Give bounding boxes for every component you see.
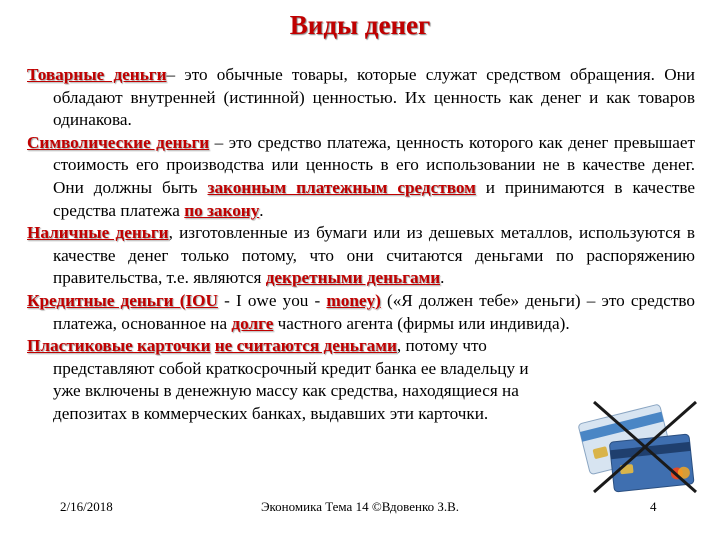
paragraph-plastic-cards bbox=[27, 335, 533, 425]
paragraph-text: . bbox=[440, 268, 445, 288]
paragraph-text: - I owe you - bbox=[217, 290, 327, 310]
paragraph-credit-money bbox=[27, 290, 695, 335]
slide-body bbox=[27, 64, 695, 426]
slide-title: Виды денег bbox=[289, 10, 431, 40]
highlighted-term: законным платежным средством bbox=[207, 177, 476, 197]
highlighted-term: Символические деньги bbox=[27, 132, 210, 152]
paragraph-cash-money bbox=[27, 222, 695, 290]
paragraph-text: («Я должен тебе» деньги) – это средство платежа, основанное на bbox=[53, 290, 696, 333]
paragraph-text: и принимаются в качестве средства платежа bbox=[53, 177, 695, 220]
paragraph-token-money bbox=[27, 132, 695, 222]
footer-date: 2/16/2018 bbox=[60, 499, 113, 514]
highlighted-term: долге bbox=[231, 313, 274, 333]
highlighted-term: Пластиковые карточки bbox=[27, 336, 211, 356]
footer-course-credit: Экономика Тема 14 ©Вдовенко З.В. bbox=[260, 499, 460, 514]
highlighted-term: Наличные деньги bbox=[27, 223, 169, 243]
paragraph-text: частного агента (фирмы или индивида). bbox=[273, 313, 570, 333]
paragraph-text: – это средство платежа, ценность которого как денег превышает стоимость его производства или ценность в его использовании не в качестве денег. Они должны быть bbox=[53, 132, 695, 197]
highlighted-term: по закону bbox=[184, 200, 260, 220]
paragraph-text: , изготовленные из бумаги или из дешевых металлов, используются в качестве денег только потому, что они считаются деньгами по распоряжению правительства, т.е. являются bbox=[53, 223, 695, 288]
highlighted-term: Товарные деньги bbox=[27, 65, 167, 84]
crossed-out-credit-cards-icon bbox=[572, 396, 702, 496]
highlighted-term: Кредитные деньги (IOU bbox=[27, 290, 218, 310]
paragraph-text: , потому что представляют собой краткосрочный кредит банка ее владельцу и уже включены в денежную массу как средства, находящиеся на депозитах в коммерческих банках, выдавших эти карточки. bbox=[53, 336, 529, 423]
highlighted-term: money) bbox=[326, 290, 381, 310]
paragraph-text: – это обычные товары, которые служат средством обращения. Они обладают внутренней (истинной) ценностью. Их ценность как денег и как товаров одинакова. bbox=[53, 65, 696, 130]
highlighted-term: не считаются деньгами bbox=[214, 336, 397, 356]
highlighted-term: декретными деньгами bbox=[265, 268, 441, 288]
paragraph-text: . bbox=[259, 200, 264, 220]
footer-page-number: 4 bbox=[650, 499, 657, 514]
paragraph-commodity-money bbox=[27, 64, 695, 132]
